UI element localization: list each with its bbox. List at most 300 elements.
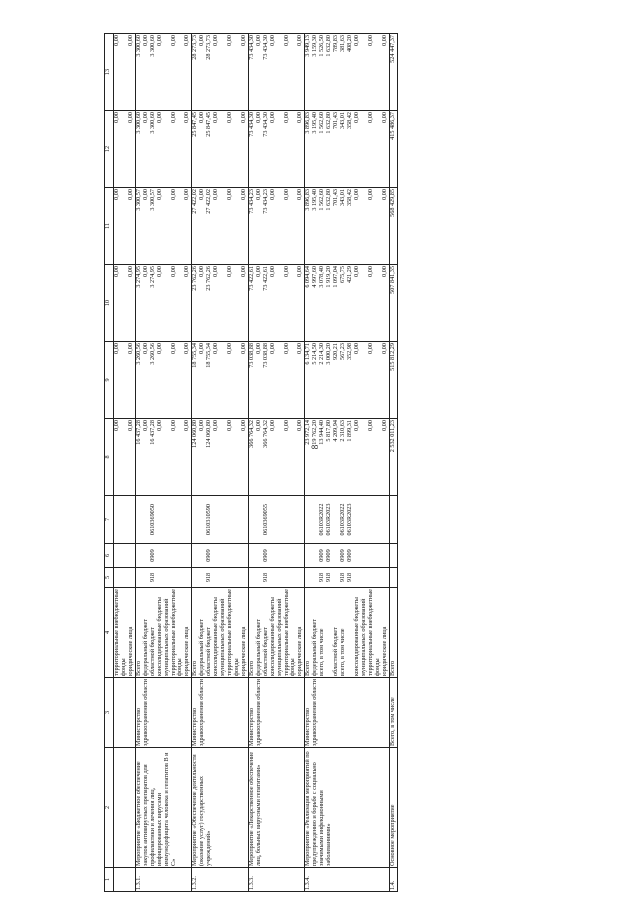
amount-cell: 0,00 — [256, 188, 263, 265]
col-num-cell: 2 — [105, 748, 114, 868]
grbs-code-cell — [114, 568, 128, 588]
amount-cell: 3 896,83 — [305, 188, 312, 265]
amount-cell: 675,75 — [340, 265, 347, 342]
amount-cell: 3 300,57 — [150, 188, 157, 265]
amount-cell: 28 273,73 — [206, 34, 213, 111]
amount-cell: 0,00 — [128, 111, 135, 188]
measure-number-cell: 1.4. — [389, 868, 397, 892]
section-code-cell — [128, 544, 135, 568]
amount-cell: 0,00 — [213, 34, 227, 111]
amount-cell: 25 847,45 — [192, 111, 199, 188]
table-row — [248, 34, 255, 892]
section-code-cell — [184, 544, 191, 568]
section-code-cell — [284, 544, 298, 568]
amount-cell: 23 762,26 — [192, 265, 199, 342]
target-article-cell — [157, 496, 171, 544]
amount-cell: 1 632,80 — [326, 188, 333, 265]
amount-cell: 73 038,88 — [263, 342, 270, 419]
col-num-cell: 7 — [105, 496, 114, 544]
amount-cell: 0,00 — [354, 34, 368, 111]
amount-cell: 2 532 011,23 — [389, 419, 397, 496]
funding-source-cell: федеральный бюджет — [256, 588, 263, 678]
table-body — [105, 34, 398, 892]
amount-cell: 701,43 — [333, 111, 340, 188]
amount-cell: 0,00 — [297, 188, 304, 265]
executor-cell: Министерство здравоохранения области — [192, 678, 249, 748]
amount-cell: 0,00 — [171, 188, 185, 265]
amount-cell: 3 949,13 — [305, 34, 312, 111]
amount-cell: 920,21 — [333, 342, 340, 419]
column-number-row — [105, 34, 114, 892]
executor-cell: Всего, в том числе — [389, 678, 397, 748]
col-num-cell: 8 — [105, 419, 114, 496]
col-num-cell: 1 — [105, 868, 114, 892]
amount-cell: 0,00 — [368, 34, 382, 111]
amount-cell: 0,00 — [157, 34, 171, 111]
amount-cell: 73 434,23 — [263, 188, 270, 265]
col-num-cell: 13 — [105, 34, 114, 111]
amount-cell: 3 274,95 — [135, 265, 142, 342]
amount-cell: 0,00 — [143, 111, 150, 188]
amount-cell: 0,00 — [184, 265, 191, 342]
amount-cell: 1 562,60 — [319, 188, 326, 265]
amount-cell: 0,00 — [368, 111, 382, 188]
target-article-cell — [382, 496, 389, 544]
amount-cell: 343,01 — [340, 111, 347, 188]
amount-cell: 0,00 — [213, 419, 227, 496]
section-code-cell — [297, 544, 304, 568]
section-code-cell — [157, 544, 171, 568]
amount-cell: 0,00 — [368, 419, 382, 496]
grbs-code-cell — [171, 568, 185, 588]
amount-cell: 0,00 — [171, 342, 185, 419]
amount-cell: 124 060,80 — [192, 419, 199, 496]
executor-cell: Министерство здравоохранения области — [135, 678, 192, 748]
amount-cell: 4 209,94 — [333, 419, 340, 496]
amount-cell: 515 812,29 — [389, 342, 397, 419]
amount-cell: 0,00 — [184, 188, 191, 265]
amount-cell: 13 944,40 — [319, 419, 326, 496]
amount-cell: 73 434,30 — [248, 34, 255, 111]
amount-cell: 0,00 — [354, 188, 368, 265]
funding-source-cell: областной бюджет — [263, 588, 270, 678]
amount-cell: 73 422,61 — [263, 265, 270, 342]
funding-source-cell: консолидированные бюджеты муниципальных образований — [354, 588, 368, 678]
grbs-code-cell: 918 — [347, 568, 354, 588]
section-code-cell — [382, 544, 389, 568]
col-num-cell: 6 — [105, 544, 114, 568]
amount-cell: 0,00 — [256, 342, 263, 419]
table-row — [135, 34, 142, 892]
amount-cell: 0,00 — [382, 188, 389, 265]
amount-cell: 3 260,56 — [135, 342, 142, 419]
amount-cell: 358,42 — [347, 111, 354, 188]
executor-cell: Министерство здравоохранения области — [305, 678, 389, 748]
amount-cell: 0,00 — [114, 188, 128, 265]
grbs-code-cell — [128, 568, 135, 588]
funding-source-cell: территориальные внебюджетные фонды — [226, 589, 240, 676]
amount-cell: 0,00 — [297, 265, 304, 342]
amount-cell: 0,00 — [241, 34, 248, 111]
grbs-code-cell — [184, 568, 191, 588]
amount-cell: 6 094,64 — [305, 265, 312, 342]
grbs-code-cell — [389, 568, 397, 588]
amount-cell: 5 214,50 — [312, 342, 319, 419]
target-article-cell — [248, 496, 255, 544]
funding-source-cell: консолидированные бюджеты муниципальных образований — [157, 588, 171, 678]
target-article-cell: 06103R2022 — [319, 496, 326, 544]
amount-cell: 524 447,37 — [389, 34, 397, 111]
table-row — [389, 34, 397, 892]
amount-cell: 0,00 — [171, 111, 185, 188]
amount-cell: 0,00 — [241, 419, 248, 496]
amount-cell: 2 310,63 — [340, 419, 347, 496]
amount-cell: 0,00 — [199, 265, 206, 342]
amount-cell: 0,00 — [213, 111, 227, 188]
amount-cell: 0,00 — [157, 342, 171, 419]
funding-source-cell: всего, в том числе — [319, 588, 326, 678]
amount-cell: 0,00 — [284, 419, 298, 496]
target-article-cell — [354, 496, 368, 544]
funding-source-cell: территориальные внебюджетные фонды — [282, 589, 297, 676]
grbs-code-cell — [241, 568, 248, 588]
amount-cell: 0,00 — [227, 342, 241, 419]
amount-cell: 18 755,34 — [206, 342, 213, 419]
grbs-code-cell — [213, 568, 227, 588]
grbs-code-cell — [305, 568, 312, 588]
amount-cell: 0,00 — [143, 265, 150, 342]
amount-cell: 0,00 — [270, 34, 284, 111]
amount-cell: 421,29 — [347, 265, 354, 342]
amount-cell: 3 300,60 — [135, 111, 142, 188]
amount-cell: 0,00 — [284, 342, 298, 419]
amount-cell: 0,00 — [227, 265, 241, 342]
measure-number-cell: 1.3.4. — [305, 868, 389, 892]
amount-cell: 73 038,88 — [248, 342, 255, 419]
amount-cell: 1 919,20 — [326, 265, 333, 342]
grbs-code-cell — [382, 568, 389, 588]
amount-cell: 0,00 — [114, 419, 128, 496]
amount-cell: 0,00 — [114, 342, 128, 419]
amount-cell: 0,00 — [157, 111, 171, 188]
amount-cell: 0,00 — [227, 188, 241, 265]
amount-cell: 0,00 — [227, 111, 241, 188]
amount-cell: 0,00 — [368, 342, 382, 419]
measure-number-cell: 1.3.3. — [248, 868, 305, 892]
funding-source-cell: территориальные внебюджетные фонды — [113, 589, 127, 676]
amount-cell: 1 632,80 — [326, 34, 333, 111]
amount-cell: 415 486,37 — [389, 111, 397, 188]
section-code-cell: 0909 — [319, 544, 326, 568]
target-article-cell: 06103R2023 — [347, 496, 354, 544]
amount-cell: 0,00 — [284, 34, 298, 111]
section-code-cell — [270, 544, 284, 568]
amount-cell: 567,23 — [340, 342, 347, 419]
amount-cell: 73 434,23 — [248, 188, 255, 265]
amount-cell: 3 274,95 — [150, 265, 157, 342]
amount-cell: 0,00 — [199, 342, 206, 419]
amount-cell: 0,00 — [297, 342, 304, 419]
amount-cell: 0,00 — [227, 419, 241, 496]
amount-cell: 0,00 — [157, 265, 171, 342]
amount-cell: 0,00 — [171, 419, 185, 496]
col-num-cell: 5 — [105, 568, 114, 588]
grbs-code-cell — [192, 568, 199, 588]
table-row — [192, 34, 199, 892]
amount-cell: 0,00 — [284, 111, 298, 188]
measure-number-cell — [114, 868, 136, 892]
amount-cell: 1 526,50 — [319, 34, 326, 111]
grbs-code-cell — [368, 568, 382, 588]
amount-cell: 0,00 — [354, 419, 368, 496]
executor-cell: Министерство здравоохранения области — [248, 678, 305, 748]
section-code-cell: 0909 — [326, 544, 333, 568]
funding-source-cell: Всего — [135, 588, 142, 678]
amount-cell: 0,00 — [284, 265, 298, 342]
amount-cell: 0,00 — [199, 188, 206, 265]
amount-cell: 0,00 — [241, 188, 248, 265]
amount-cell: 124 060,80 — [206, 419, 213, 496]
amount-cell: 4 997,60 — [312, 265, 319, 342]
amount-cell: 1 632,80 — [326, 111, 333, 188]
grbs-code-cell: 918 — [319, 568, 326, 588]
section-code-cell: 0909 — [347, 544, 354, 568]
amount-cell: 16 437,28 — [150, 419, 157, 496]
grbs-code-cell: 918 — [340, 568, 347, 588]
table-row — [114, 34, 128, 892]
amount-cell: 0,00 — [241, 111, 248, 188]
amount-cell: 0,00 — [199, 111, 206, 188]
amount-cell: 73 434,30 — [263, 111, 270, 188]
amount-cell: 0,00 — [270, 419, 284, 496]
grbs-code-cell: 918 — [263, 568, 270, 588]
amount-cell: 0,00 — [157, 419, 171, 496]
amount-cell: 3 260,56 — [150, 342, 157, 419]
amount-cell: 3 300,60 — [150, 34, 157, 111]
amount-cell: 3 159,30 — [312, 34, 319, 111]
col-num-cell: 12 — [105, 111, 114, 188]
amount-cell: 0,00 — [184, 419, 191, 496]
funding-source-cell: областной бюджет — [333, 588, 340, 678]
amount-cell: 507 841,35 — [389, 265, 397, 342]
amount-cell: 0,00 — [157, 188, 171, 265]
amount-cell: 0,00 — [213, 265, 227, 342]
amount-cell: 73 434,30 — [248, 111, 255, 188]
amount-cell: 0,00 — [256, 419, 263, 496]
grbs-code-cell — [284, 568, 298, 588]
amount-cell: 0,00 — [143, 34, 150, 111]
amount-cell: 3 195,40 — [312, 111, 319, 188]
amount-cell: 381,63 — [340, 34, 347, 111]
amount-cell: 0,00 — [114, 34, 128, 111]
col-num-cell: 9 — [105, 342, 114, 419]
col-num-cell: 10 — [105, 265, 114, 342]
grbs-code-cell — [157, 568, 171, 588]
amount-cell: 0,00 — [382, 111, 389, 188]
target-article-cell: 06103R2023 — [326, 496, 333, 544]
amount-cell: 0,00 — [297, 111, 304, 188]
target-article-cell — [171, 496, 185, 544]
grbs-code-cell — [135, 568, 142, 588]
amount-cell: 0,00 — [382, 34, 389, 111]
amount-cell: 0,00 — [270, 188, 284, 265]
amount-cell: 0,00 — [270, 342, 284, 419]
grbs-code-cell — [227, 568, 241, 588]
funding-source-cell: федеральный бюджет — [143, 588, 150, 678]
amount-cell: 1 899,31 — [347, 419, 354, 496]
amount-cell: 0,00 — [256, 265, 263, 342]
amount-cell: 408,20 — [347, 34, 354, 111]
grbs-code-cell: 918 — [206, 568, 213, 588]
amount-cell: 73 434,30 — [263, 34, 270, 111]
section-code-cell — [305, 544, 312, 568]
amount-cell: 3 300,60 — [135, 34, 142, 111]
amount-cell: 0,00 — [368, 265, 382, 342]
target-article-cell — [270, 496, 284, 544]
measure-name-cell: Мероприятие «Обеспечение деятельности (оказание услуг) государственных учреждений» — [192, 748, 249, 868]
amount-cell: 352,98 — [347, 342, 354, 419]
amount-cell: 0,00 — [241, 342, 248, 419]
amount-cell: 0,00 — [382, 265, 389, 342]
amount-cell: 343,01 — [340, 188, 347, 265]
target-article-cell: 0610369050 — [150, 496, 157, 544]
amount-cell: 366 764,32 — [263, 419, 270, 496]
amount-cell: 0,00 — [128, 419, 135, 496]
amount-cell: 18 755,34 — [192, 342, 199, 419]
amount-cell: 568 429,85 — [389, 188, 397, 265]
target-article-cell — [135, 496, 142, 544]
amount-cell: 0,00 — [171, 34, 185, 111]
grbs-code-cell — [297, 568, 304, 588]
target-article-cell — [192, 496, 199, 544]
grbs-code-cell: 918 — [150, 568, 157, 588]
amount-cell: 701,43 — [333, 188, 340, 265]
funding-source-cell: юридические лица — [382, 588, 389, 678]
funding-source-cell: юридические лица — [297, 588, 304, 678]
section-code-cell: 0909 — [340, 544, 347, 568]
amount-cell: 3 896,83 — [305, 111, 312, 188]
funding-source-cell: Всего — [389, 588, 397, 678]
section-code-cell — [354, 544, 368, 568]
grbs-code-cell — [354, 568, 368, 588]
table-rotation-frame — [104, 34, 534, 892]
target-article-cell — [213, 496, 227, 544]
amount-cell: 3 195,40 — [312, 188, 319, 265]
table-row — [305, 34, 312, 892]
section-code-cell — [227, 544, 241, 568]
target-article-cell — [297, 496, 304, 544]
funding-source-cell: территориальные внебюджетные фонды — [169, 589, 184, 676]
amount-cell: 0,00 — [128, 265, 135, 342]
amount-cell: 23 762,26 — [206, 265, 213, 342]
section-code-cell: 0909 — [263, 544, 270, 568]
measure-number-cell: 1.3.1. — [135, 868, 192, 892]
amount-cell: 23 972,14 — [305, 419, 312, 496]
amount-cell: 789,83 — [333, 34, 340, 111]
amount-cell: 0,00 — [143, 188, 150, 265]
grbs-code-cell — [270, 568, 284, 588]
target-article-cell — [227, 496, 241, 544]
amount-cell: 0,00 — [354, 342, 368, 419]
funding-source-cell: юридические лица — [128, 588, 135, 678]
amount-cell: 3 300,57 — [135, 188, 142, 265]
amount-cell: 2 214,30 — [319, 342, 326, 419]
amount-cell: 0,00 — [184, 111, 191, 188]
amount-cell: 0,00 — [184, 342, 191, 419]
amount-cell: 25 847,45 — [206, 111, 213, 188]
section-code-cell — [213, 544, 227, 568]
amount-cell: 27 422,02 — [192, 188, 199, 265]
measure-name-cell: Основное мероприятие — [389, 748, 397, 868]
amount-cell: 0,00 — [354, 111, 368, 188]
amount-cell: 0,00 — [114, 111, 128, 188]
amount-cell: 0,00 — [128, 188, 135, 265]
amount-cell: 0,00 — [270, 111, 284, 188]
amount-cell: 366 764,32 — [248, 419, 255, 496]
target-article-cell — [128, 496, 135, 544]
amount-cell: 3 078,40 — [319, 265, 326, 342]
grbs-code-cell: 918 — [326, 568, 333, 588]
target-article-cell — [241, 496, 248, 544]
section-code-cell: 0909 — [206, 544, 213, 568]
measure-name-cell: Мероприятие «Лекарственное обеспечение лиц, больных вирусными гепатитами» — [248, 748, 305, 868]
amount-cell: 0,00 — [382, 342, 389, 419]
amount-cell: 0,00 — [171, 265, 185, 342]
rotated-table-sheet — [104, 34, 534, 892]
funding-source-cell: Всего — [305, 588, 312, 678]
funding-source-cell: юридические лица — [241, 588, 248, 678]
funding-source-cell: консолидированные бюджеты муниципальных образований — [270, 588, 284, 678]
target-article-cell: 06103R2022 — [340, 496, 347, 544]
target-article-cell — [184, 496, 191, 544]
amount-cell: 3 000,20 — [326, 342, 333, 419]
funding-source-cell: Всего — [248, 588, 255, 678]
amount-cell: 0,00 — [382, 419, 389, 496]
funding-source-cell: областной бюджет — [150, 588, 157, 678]
amount-cell: 1 562,60 — [319, 111, 326, 188]
section-code-cell — [241, 544, 248, 568]
amount-cell: 5 817,80 — [326, 419, 333, 496]
section-code-cell — [248, 544, 255, 568]
funding-source-cell: федеральный бюджет — [312, 588, 319, 678]
col-num-cell: 11 — [105, 188, 114, 265]
amount-cell: 0,00 — [143, 342, 150, 419]
amount-cell: 0,00 — [227, 34, 241, 111]
funding-source-cell: юридические лица — [184, 588, 191, 678]
amount-cell: 0,00 — [270, 265, 284, 342]
budget-table — [104, 33, 398, 892]
funding-source-cell: Всего — [192, 588, 199, 678]
measure-name-cell: Мероприятие «Реализация мероприятий по предупреждению и борьбе с социально значимыми инфекционными заболеваниями» — [305, 748, 389, 868]
measure-number-cell: 1.3.2. — [192, 868, 249, 892]
amount-cell: 16 437,28 — [135, 419, 142, 496]
amount-cell: 358,42 — [347, 188, 354, 265]
amount-cell: 6 134,71 — [305, 342, 312, 419]
funding-source-cell: всего, в том числе — [340, 588, 347, 678]
col-num-cell: 4 — [105, 588, 114, 678]
section-code-cell — [135, 544, 142, 568]
measure-name-cell — [114, 748, 136, 868]
measure-name-cell: Мероприятие «Бюджетное обеспечение закупок антивирусных препаратов для профилактики и лечения лиц, инфицированных вирусами иммунодефицита человека и гепатитов В и С» — [135, 748, 192, 868]
col-num-cell: 3 — [105, 678, 114, 748]
executor-cell — [114, 678, 136, 748]
target-article-cell — [284, 496, 298, 544]
target-article-cell: 0610310590 — [206, 496, 213, 544]
target-article-cell — [389, 496, 397, 544]
amount-cell: 28 273,73 — [192, 34, 199, 111]
section-code-cell: 0909 — [150, 544, 157, 568]
target-article-cell — [114, 496, 128, 544]
